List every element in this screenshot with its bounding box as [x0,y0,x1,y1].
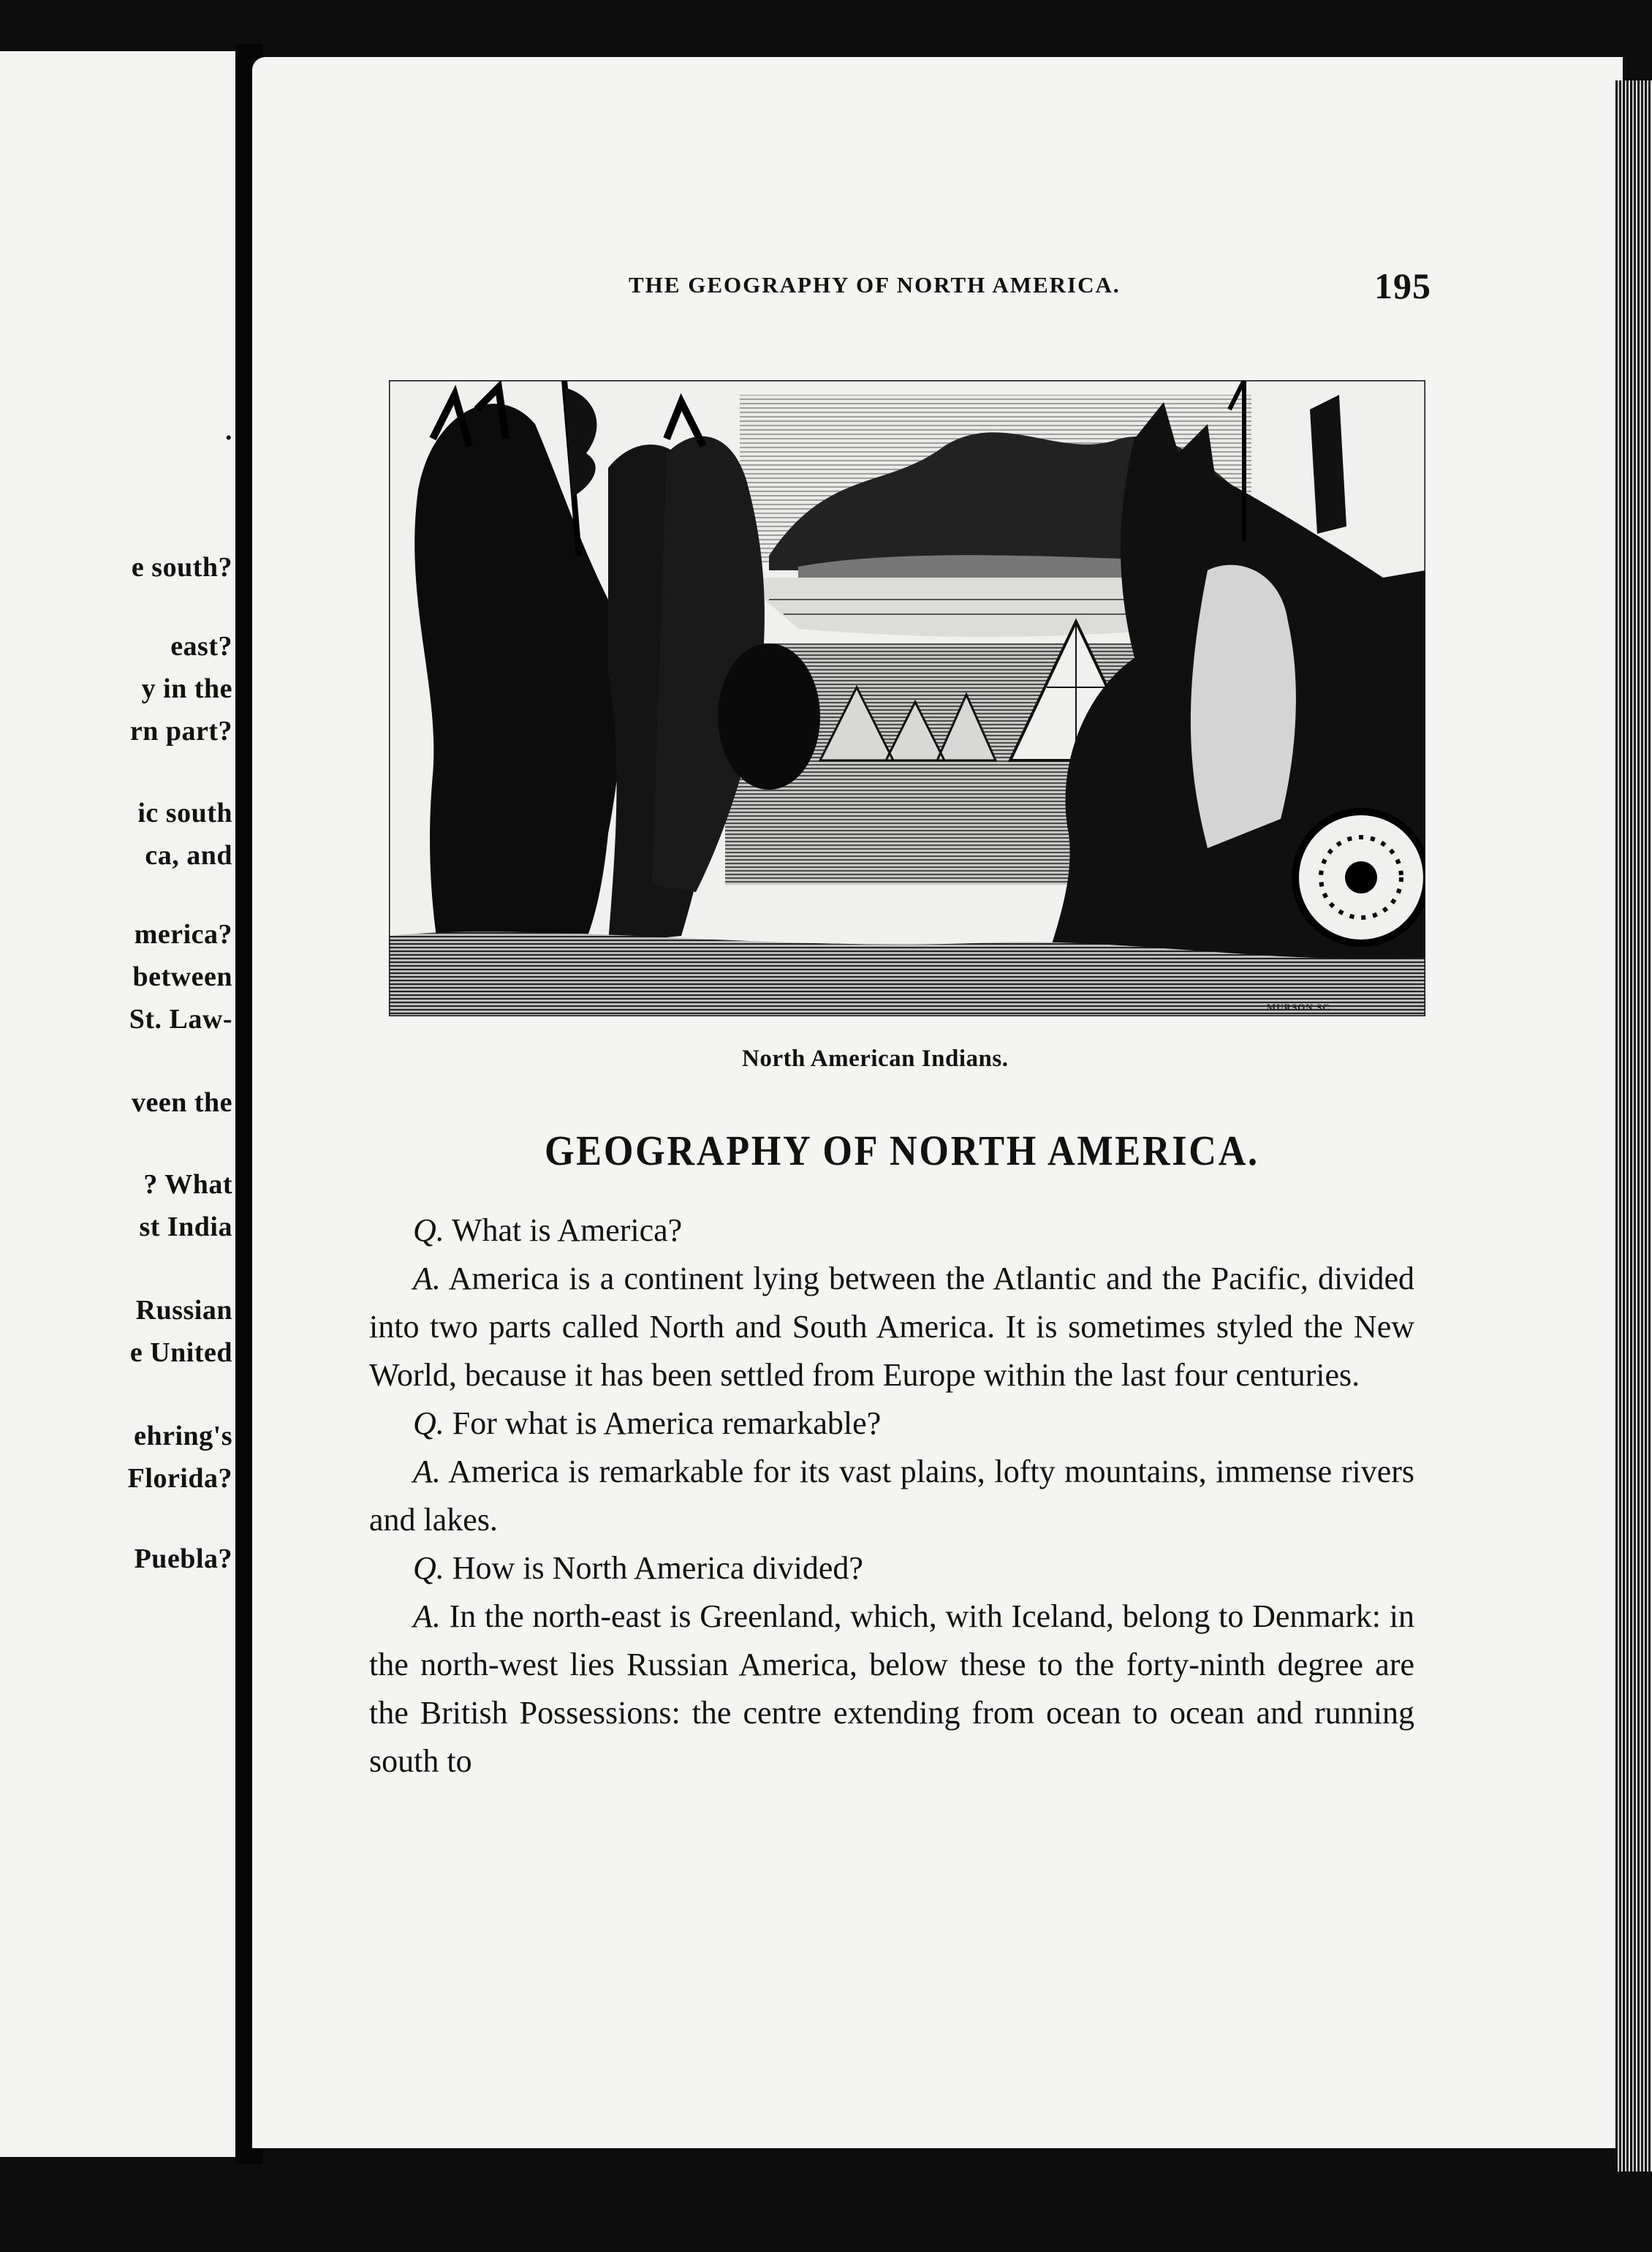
previous-page [0,51,235,2157]
answer-text: America is remarkable for its vast plains, lofty mountains, immense rivers and lakes. [369,1454,1414,1538]
left-page-fragment: Florida? [127,1463,232,1494]
left-page-fragment: between [132,961,232,992]
answer-label: A. [413,1598,441,1634]
question [369,1544,1414,1592]
left-page-fragment: Puebla? [134,1543,232,1574]
question-text: For what is America remarkable? [444,1405,882,1441]
engraving-illustration [389,380,1425,1016]
left-page-fragment: merica? [134,919,232,950]
question-label: Q. [413,1550,444,1586]
answer-text: America is a continent lying between the Atlantic and the Pacific, divided into two parts called North and South America. It is sometimes styled the New World, because it has been settled from Europe within the last four centuries. [369,1261,1414,1393]
illustration-graphic [389,380,1425,1016]
left-page-fragment: st India [139,1212,232,1242]
answer-label: A. [413,1261,441,1296]
left-page-fragment: y in the [141,673,232,704]
question-label: Q. [413,1405,444,1441]
answer [369,1592,1414,1786]
answer [369,1448,1414,1544]
qa-text [369,1206,1414,1786]
left-page-fragment: e United [129,1337,232,1368]
question-text: How is North America divided? [444,1550,863,1586]
left-page-fragment: rn part? [129,716,232,747]
page [252,57,1623,2148]
left-page-fragment: ehring's [134,1421,232,1451]
answer-text: In the north-east is Greenland, which, with Iceland, belong to Denmark: in the north-west lies Russian America, below these to the forty-ninth degree are the British Possessions: the centre extending from ocean to ocean and running south to [369,1598,1414,1779]
running-head: THE GEOGRAPHY OF NORTH AMERICA. [629,272,1121,298]
answer-label: A. [413,1454,441,1489]
page-edges [1615,80,1652,2172]
left-page-fragment: ? What [143,1169,232,1200]
illustration-caption: North American Indians. [742,1046,1009,1072]
question-text: What is America? [444,1212,683,1248]
left-page-fragment: . [225,415,232,446]
page-number: 195 [1374,265,1431,306]
question-label: Q. [413,1212,444,1248]
engraver-signature: MURSON.SC. [1267,1002,1333,1013]
left-page-fragment: ic south [137,798,232,828]
left-page-fragment: e south? [131,552,232,583]
answer [369,1255,1414,1399]
left-page-fragment: St. Law- [129,1004,232,1035]
left-page-fragment: ca, and [145,840,232,871]
left-page-fragment: veen the [131,1087,232,1118]
question [369,1206,1414,1255]
section-heading: GEOGRAPHY OF NORTH AMERICA. [545,1127,1259,1174]
left-page-fragment: east? [170,631,232,662]
question [369,1399,1414,1448]
left-page-fragment: Russian [135,1295,232,1326]
